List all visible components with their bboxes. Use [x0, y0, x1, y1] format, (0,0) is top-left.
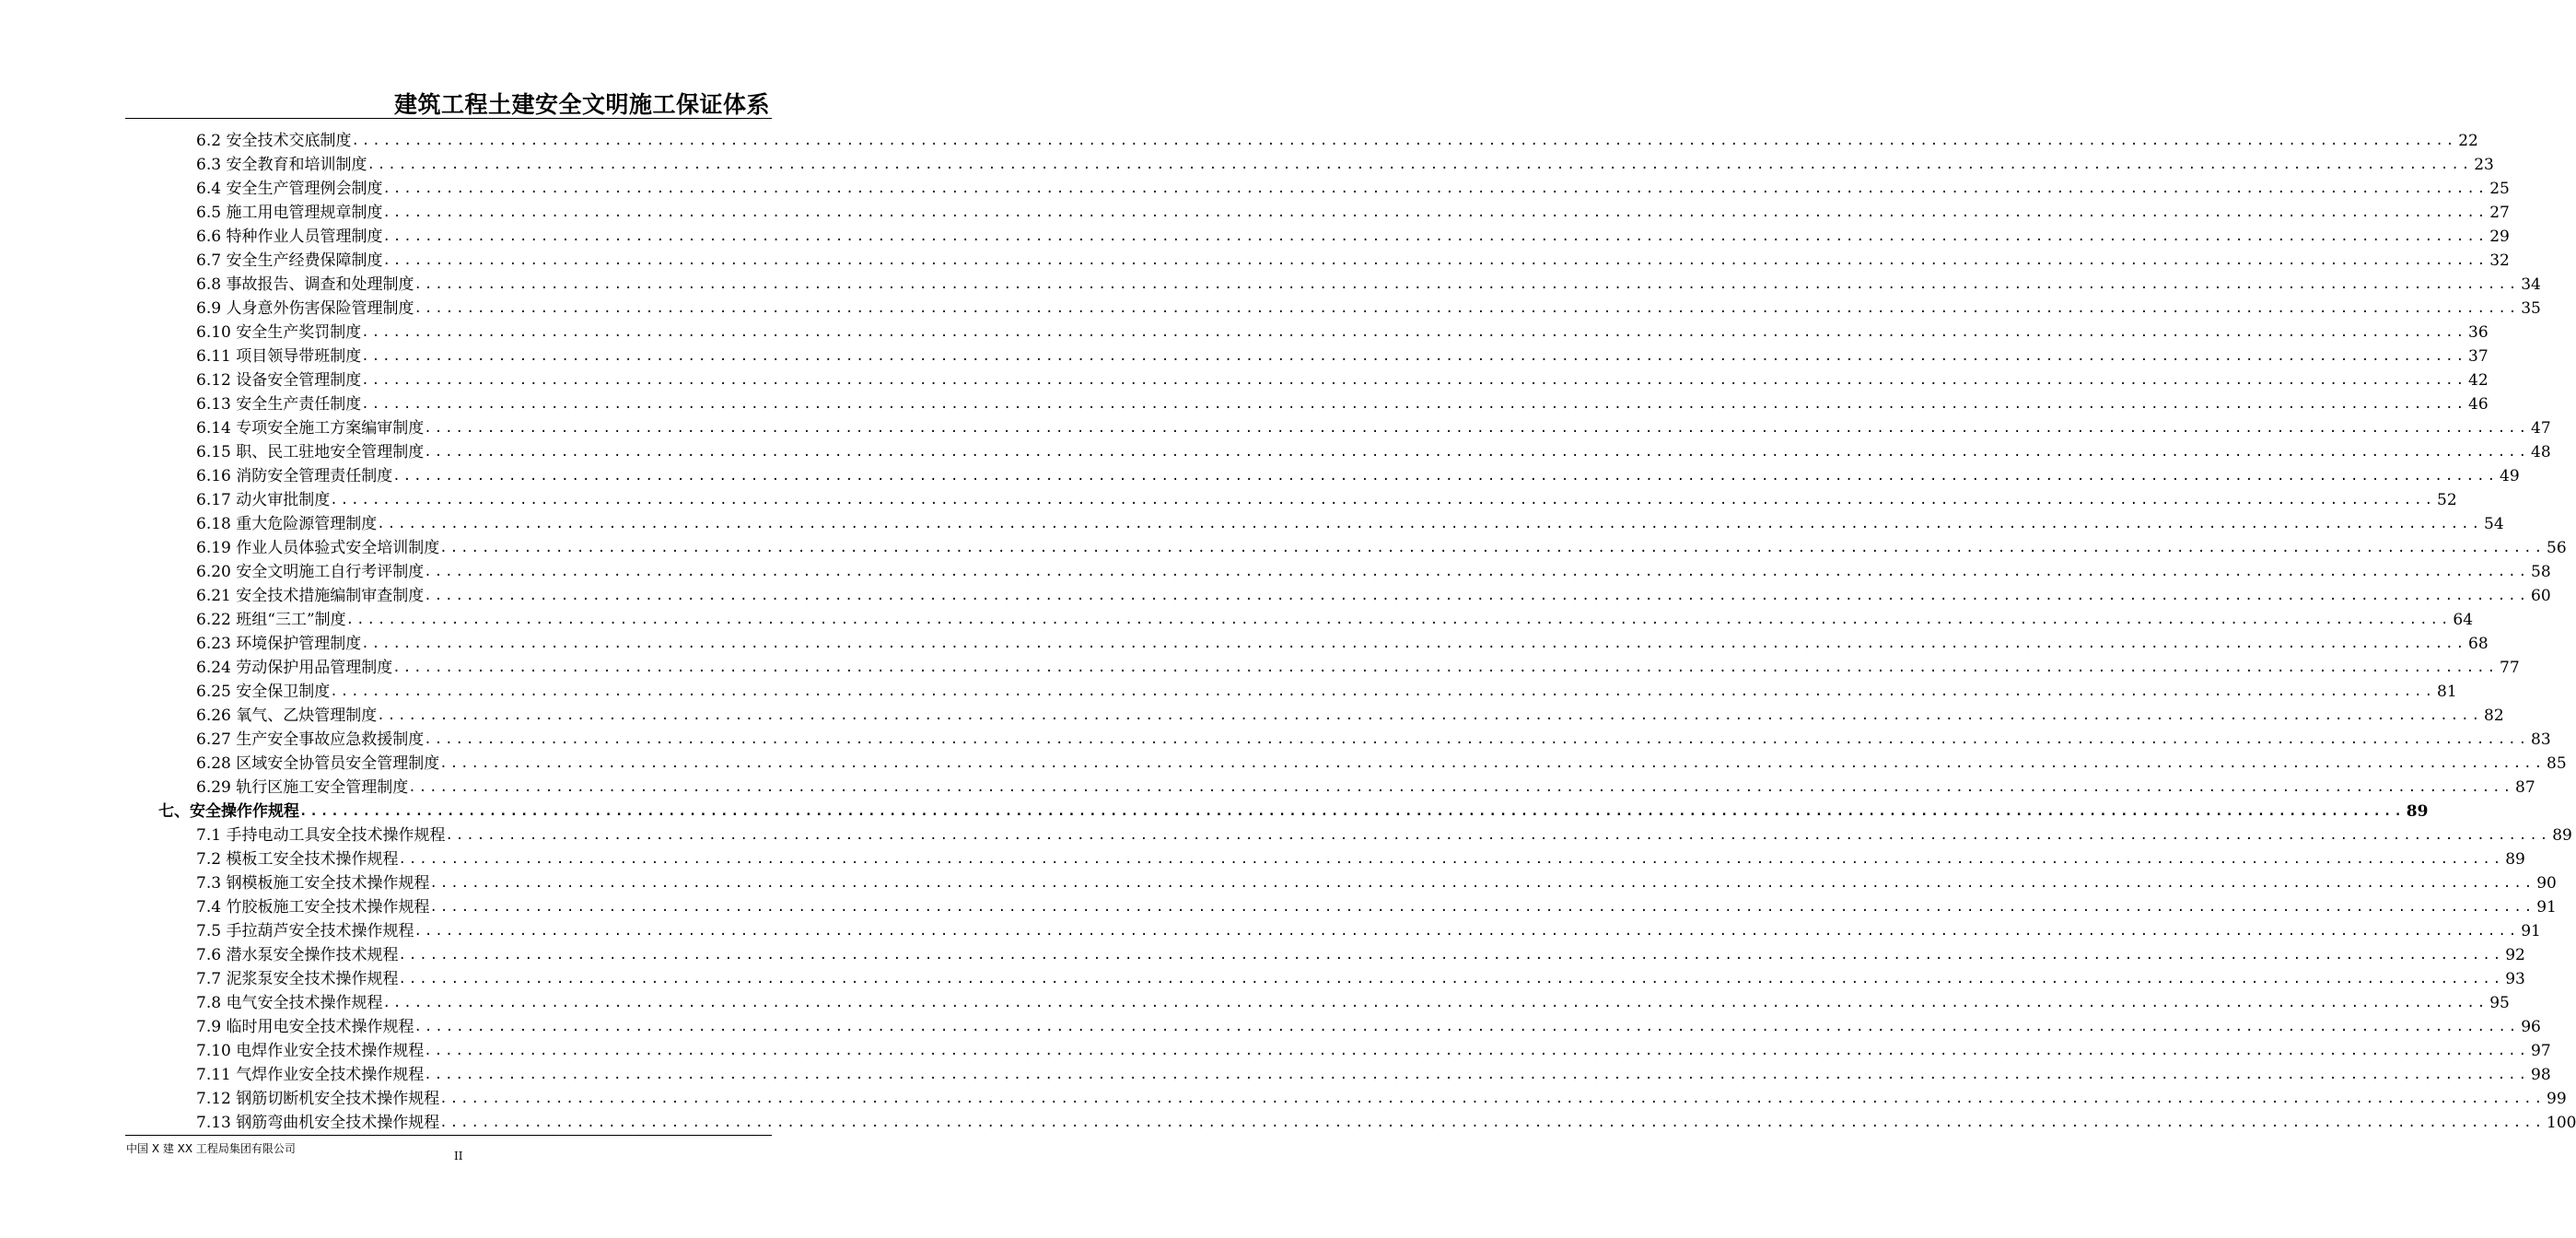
toc-dot-leader: ........................................................................................................................................................................................................	[392, 469, 2499, 484]
toc-entry[interactable]	[196, 605, 2474, 629]
toc-entry-page: 60	[2531, 587, 2551, 605]
toc-entry-label: 7.1 手持电动工具安全技术操作规程	[196, 826, 446, 845]
toc-entry-label: 6.8 事故报告、调查和处理制度	[196, 275, 414, 294]
toc-dot-leader: ........................................................................................................................................................................................................	[377, 517, 2483, 531]
toc-dot-leader: ........................................................................................................................................................................................................	[330, 684, 2436, 699]
toc-dot-leader: ........................................................................................................................................................................................................	[424, 1044, 2530, 1058]
toc-entry-label: 7.2 模板工安全技术操作规程	[196, 850, 399, 869]
toc-entry[interactable]	[196, 174, 2510, 198]
toc-entry-page: 64	[2453, 611, 2474, 629]
toc-entry[interactable]	[196, 845, 2525, 869]
toc-dot-leader: ........................................................................................................................................................................................................	[424, 421, 2530, 436]
toc-entry-page: 22	[2458, 132, 2478, 150]
toc-entry-page: 97	[2531, 1042, 2551, 1060]
toc-dot-leader: ........................................................................................................................................................................................................	[398, 852, 2504, 867]
toc-entry-page: 68	[2468, 635, 2489, 653]
toc-dot-leader: ........................................................................................................................................................................................................	[382, 205, 2489, 220]
toc-entry-label: 6.27 生产安全事故应急救援制度	[196, 730, 425, 749]
toc-dot-leader: ........................................................................................................................................................................................................	[429, 900, 2535, 915]
toc-entry-page: 52	[2437, 491, 2457, 509]
toc-entry-page: 32	[2489, 251, 2510, 270]
toc-dot-leader: ........................................................................................................................................................................................................	[439, 1115, 2546, 1130]
toc-entry-label: 6.9 人身意外伤害保险管理制度	[196, 299, 414, 318]
toc-dot-leader: ........................................................................................................................................................................................................	[439, 1092, 2546, 1106]
toc-entry-page: 49	[2500, 467, 2520, 485]
toc-entry-label: 6.20 安全文明施工自行考评制度	[196, 563, 425, 581]
toc-entry-label: 7.10 电焊作业安全技术操作规程	[196, 1042, 425, 1060]
toc-entry-label: 7.11 气焊作业安全技术操作规程	[196, 1066, 425, 1084]
toc-entry-page: 37	[2468, 347, 2489, 366]
toc-entry-label: 7.8 电气安全技术操作规程	[196, 994, 383, 1012]
toc-entry[interactable]	[196, 533, 2567, 557]
toc-entry-label: 6.11 项目领导带班制度	[196, 347, 362, 366]
toc-entry-page: 93	[2505, 970, 2525, 988]
toc-entry[interactable]	[196, 749, 2567, 773]
toc-entry-page: 34	[2521, 275, 2541, 294]
toc-dot-leader: ........................................................................................................................................................................................................	[424, 445, 2530, 460]
toc-entry-page: 95	[2489, 994, 2510, 1012]
toc-entry-page: 89	[2406, 802, 2429, 821]
toc-entry[interactable]	[196, 1036, 2551, 1060]
toc-entry-label: 七、安全操作作规程	[158, 802, 299, 821]
toc-entry[interactable]	[196, 150, 2494, 174]
toc-entry-page: 96	[2521, 1018, 2541, 1036]
page-header-title: 建筑工程土建安全文明施工保证体系	[393, 91, 770, 118]
toc-dot-leader: ........................................................................................................................................................................................................	[345, 613, 2452, 627]
header-rule	[125, 118, 772, 119]
toc-entry-label: 7.3 钢模板施工安全技术操作规程	[196, 874, 430, 893]
toc-dot-leader: ........................................................................................................................................................................................................	[414, 277, 2520, 292]
toc-dot-leader: ........................................................................................................................................................................................................	[398, 972, 2504, 987]
toc-dot-leader: ........................................................................................................................................................................................................	[382, 229, 2489, 244]
toc-entry[interactable]	[196, 509, 2504, 533]
toc-entry-label: 6.28 区域安全协管员安全管理制度	[196, 754, 440, 773]
toc-entry-label: 6.19 作业人员体验式安全培训制度	[196, 539, 440, 557]
toc-dot-leader: ........................................................................................................................................................................................................	[408, 780, 2514, 795]
toc-entry[interactable]	[196, 893, 2557, 917]
toc-dot-leader: ........................................................................................................................................................................................................	[439, 541, 2546, 555]
toc-entry[interactable]	[196, 964, 2525, 988]
toc-dot-leader: ........................................................................................................................................................................................................	[414, 924, 2520, 939]
toc-entry-label: 6.26 氧气、乙炔管理制度	[196, 707, 378, 725]
toc-entry-label: 6.4 安全生产管理例会制度	[196, 180, 383, 198]
toc-entry[interactable]	[196, 414, 2551, 438]
toc-entry-label: 7.4 竹胶板施工安全技术操作规程	[196, 898, 430, 917]
toc-entry-page: 82	[2484, 707, 2504, 725]
footer-rule	[125, 1135, 772, 1136]
toc-entry-page: 100	[2547, 1114, 2576, 1132]
toc-entry[interactable]	[196, 557, 2551, 581]
toc-entry[interactable]	[196, 366, 2489, 390]
toc-entry-label: 6.16 消防安全管理责任制度	[196, 467, 393, 485]
toc-entry-page: 42	[2468, 371, 2489, 390]
toc-entry-page: 54	[2484, 515, 2504, 533]
toc-entry[interactable]	[196, 390, 2489, 414]
toc-dot-leader: ........................................................................................................................................................................................................	[424, 1068, 2530, 1082]
toc-entry[interactable]	[196, 653, 2520, 677]
toc-entry[interactable]	[196, 270, 2541, 294]
toc-entry-page: 29	[2489, 228, 2510, 246]
toc-dot-leader: ........................................................................................................................................................................................................	[424, 565, 2530, 579]
toc-entry-page: 47	[2531, 419, 2551, 438]
toc-entry-page: 98	[2531, 1066, 2551, 1084]
toc-entry-page: 56	[2547, 539, 2567, 557]
toc-dot-leader: ........................................................................................................................................................................................................	[330, 493, 2436, 508]
toc-entry-label: 7.12 钢筋切断机安全技术操作规程	[196, 1090, 440, 1108]
toc-entry[interactable]	[196, 342, 2489, 366]
toc-dot-leader: ........................................................................................................................................................................................................	[392, 660, 2499, 675]
toc-dot-leader: ........................................................................................................................................................................................................	[299, 804, 2405, 819]
toc-dot-leader: ........................................................................................................................................................................................................	[424, 732, 2530, 747]
toc-dot-leader: ........................................................................................................................................................................................................	[382, 253, 2489, 268]
toc-entry-page: 89	[2552, 826, 2572, 845]
toc-entry-label: 6.29 轨行区施工安全管理制度	[196, 778, 409, 797]
toc-entry-label: 7.5 手拉葫芦安全技术操作规程	[196, 922, 414, 940]
toc-entry-label: 6.10 安全生产奖罚制度	[196, 323, 362, 342]
toc-dot-leader: ........................................................................................................................................................................................................	[382, 996, 2489, 1010]
toc-dot-leader: ........................................................................................................................................................................................................	[445, 828, 2551, 843]
toc-entry-label: 6.3 安全教育和培训制度	[196, 156, 367, 174]
toc-entry-label: 6.6 特种作业人员管理制度	[196, 228, 383, 246]
toc-entry-label: 7.9 临时用电安全技术操作规程	[196, 1018, 414, 1036]
toc-entry[interactable]	[196, 701, 2504, 725]
toc-dot-leader: ........................................................................................................................................................................................................	[361, 349, 2467, 364]
toc-entry[interactable]	[196, 773, 2535, 797]
toc-entry[interactable]	[196, 222, 2510, 246]
toc-dot-leader: ........................................................................................................................................................................................................	[398, 948, 2504, 963]
toc-entry-page: 48	[2531, 443, 2551, 461]
toc-entry-label: 6.22 班组“三工”制度	[196, 611, 346, 629]
toc-dot-leader: ........................................................................................................................................................................................................	[361, 397, 2467, 412]
toc-entry[interactable]	[196, 869, 2557, 893]
toc-entry-page: 91	[2536, 898, 2557, 917]
toc-entry-label: 6.2 安全技术交底制度	[196, 132, 352, 150]
toc-entry-page: 90	[2536, 874, 2557, 893]
toc-entry-page: 91	[2521, 922, 2541, 940]
toc-entry-page: 81	[2437, 683, 2457, 701]
toc-entry-label: 6.14 专项安全施工方案编审制度	[196, 419, 425, 438]
toc-entry[interactable]	[158, 797, 2429, 821]
toc-entry[interactable]	[196, 485, 2457, 509]
toc-dot-leader: ........................................................................................................................................................................................................	[361, 325, 2467, 340]
toc-entry-label: 6.21 安全技术措施编制审查制度	[196, 587, 425, 605]
toc-entry[interactable]	[196, 318, 2489, 342]
toc-entry[interactable]	[196, 438, 2551, 461]
toc-dot-leader: ........................................................................................................................................................................................................	[429, 876, 2535, 891]
toc-dot-leader: ........................................................................................................................................................................................................	[414, 301, 2520, 316]
toc-dot-leader: ........................................................................................................................................................................................................	[377, 708, 2483, 723]
toc-entry[interactable]	[196, 988, 2510, 1012]
toc-entry-label: 7.13 钢筋弯曲机安全技术操作规程	[196, 1114, 440, 1132]
toc-entry-page: 83	[2531, 730, 2551, 749]
toc-entry-page: 58	[2531, 563, 2551, 581]
toc-entry-page: 87	[2515, 778, 2535, 797]
toc-dot-leader: ........................................................................................................................................................................................................	[367, 158, 2473, 172]
footer-page-number: II	[454, 1150, 463, 1162]
toc-entry-page: 77	[2500, 659, 2520, 677]
toc-entry-page: 89	[2505, 850, 2525, 869]
toc-entry[interactable]	[196, 917, 2541, 940]
toc-entry-page: 23	[2474, 156, 2494, 174]
toc-entry[interactable]	[196, 198, 2510, 222]
toc-entry-label: 6.23 环境保护管理制度	[196, 635, 362, 653]
toc-dot-leader: ........................................................................................................................................................................................................	[439, 756, 2546, 771]
toc-entry-label: 6.15 职、民工驻地安全管理制度	[196, 443, 425, 461]
toc-entry[interactable]	[196, 677, 2457, 701]
toc-dot-leader: ........................................................................................................................................................................................................	[361, 637, 2467, 651]
toc-entry-label: 6.24 劳动保护用品管理制度	[196, 659, 393, 677]
toc-entry-page: 25	[2489, 180, 2510, 198]
toc-entry[interactable]	[196, 629, 2489, 653]
toc-entry-page: 27	[2489, 204, 2510, 222]
toc-entry-label: 7.7 泥浆泵安全技术操作规程	[196, 970, 399, 988]
toc-entry-page: 46	[2468, 395, 2489, 414]
toc-entry-label: 6.7 安全生产经费保障制度	[196, 251, 383, 270]
toc-entry[interactable]	[196, 940, 2525, 964]
toc-dot-leader: ........................................................................................................................................................................................................	[351, 134, 2457, 148]
toc-entry[interactable]	[196, 1084, 2567, 1108]
toc-entry[interactable]	[196, 1108, 2576, 1132]
toc-entry[interactable]	[196, 821, 2572, 845]
toc-dot-leader: ........................................................................................................................................................................................................	[414, 1020, 2520, 1034]
toc-dot-leader: ........................................................................................................................................................................................................	[424, 589, 2530, 603]
toc-entry[interactable]	[196, 461, 2520, 485]
toc-entry-page: 85	[2547, 754, 2567, 773]
toc-entry-page: 99	[2547, 1090, 2567, 1108]
toc-entry-label: 7.6 潜水泵安全操作技术规程	[196, 946, 399, 964]
toc-entry[interactable]	[196, 581, 2551, 605]
toc-entry[interactable]	[196, 294, 2541, 318]
toc-entry[interactable]	[196, 725, 2551, 749]
toc-entry-label: 6.18 重大危险源管理制度	[196, 515, 378, 533]
toc-dot-leader: ........................................................................................................................................................................................................	[361, 373, 2467, 388]
toc-entry-page: 35	[2521, 299, 2541, 318]
toc-entry[interactable]	[196, 1012, 2541, 1036]
toc-entry-page: 36	[2468, 323, 2489, 342]
toc-entry[interactable]	[196, 126, 2478, 150]
toc-entry-label: 6.17 动火审批制度	[196, 491, 331, 509]
toc-entry-label: 6.25 安全保卫制度	[196, 683, 331, 701]
toc-entry-label: 6.13 安全生产责任制度	[196, 395, 362, 414]
footer-company: 中国 X 建 XX 工程局集团有限公司	[126, 1142, 296, 1155]
toc-entry-label: 6.5 施工用电管理规章制度	[196, 204, 383, 222]
toc-dot-leader: ........................................................................................................................................................................................................	[382, 181, 2489, 196]
toc-entry-label: 6.12 设备安全管理制度	[196, 371, 362, 390]
toc-entry[interactable]	[196, 246, 2510, 270]
toc-entry-page: 92	[2505, 946, 2525, 964]
toc-entry[interactable]	[196, 1060, 2551, 1084]
